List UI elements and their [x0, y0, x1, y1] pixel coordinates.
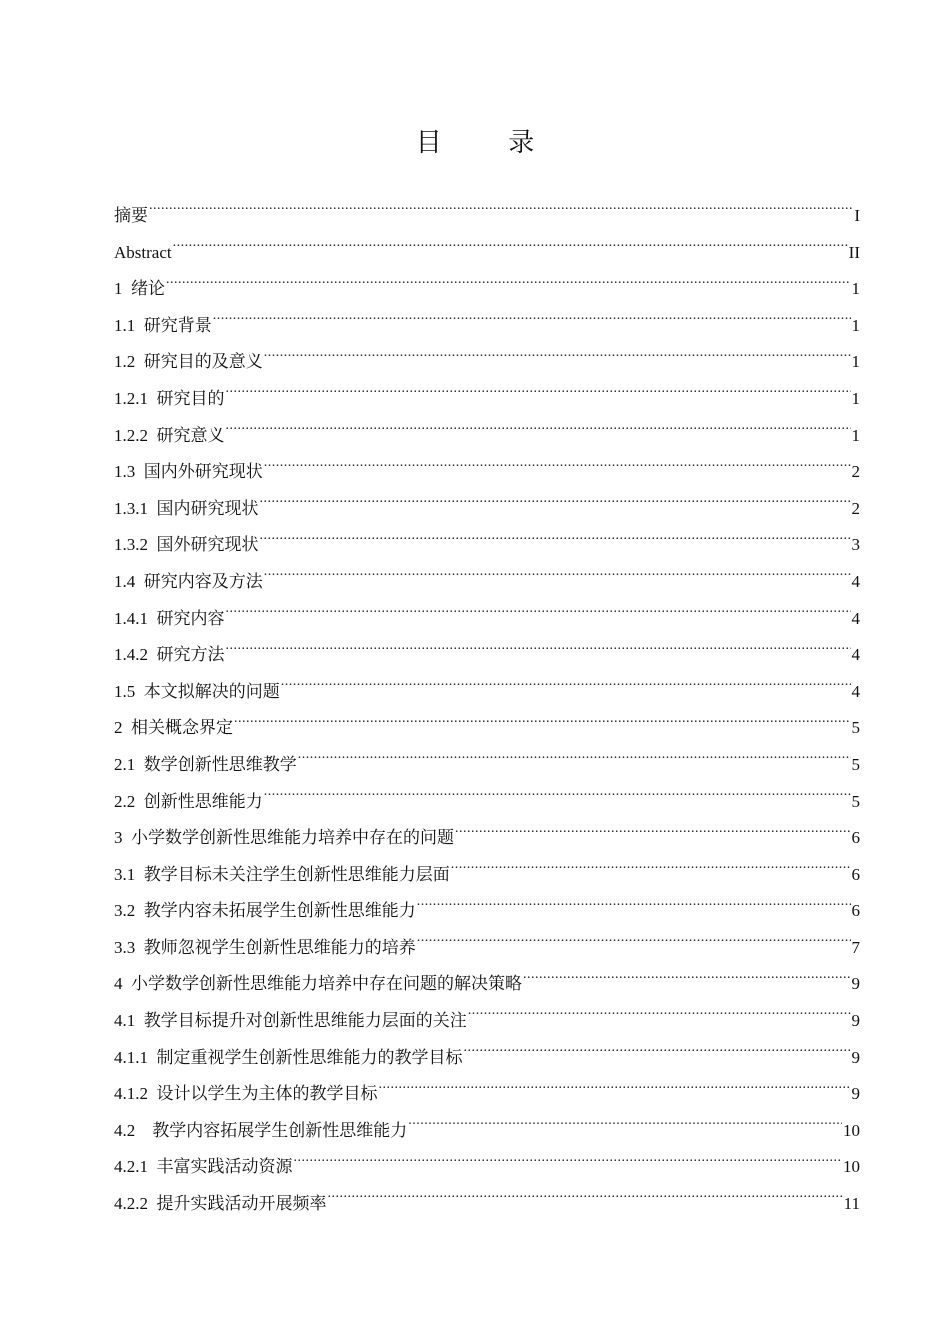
toc-entry[interactable] [114, 857, 860, 894]
toc-entry-page-number: 1 [851, 279, 860, 299]
toc-leader-dots [213, 314, 851, 331]
toc-leader-dots [166, 277, 851, 294]
toc-entry[interactable] [114, 966, 860, 1003]
toc-entry-label: 2 相关概念界定 [114, 718, 233, 738]
toc-leader-dots [379, 1082, 851, 1099]
toc-leader-dots [234, 716, 851, 733]
toc-entry-label: 摘要 [114, 206, 148, 225]
toc-entry-page-number: 9 [851, 1084, 860, 1104]
toc-entry-page-number: 10 [843, 1157, 860, 1177]
toc-leader-dots [523, 972, 851, 989]
toc-leader-dots [264, 570, 851, 587]
toc-entry-label: 3.3 教师忽视学生创新性思维能力的培养 [114, 937, 416, 957]
toc-entry[interactable] [114, 601, 860, 638]
toc-entry-label: 4.2.1 丰富实践活动资源 [114, 1157, 293, 1177]
toc-entry-page-number: I [854, 206, 860, 225]
toc-leader-dots [417, 899, 851, 916]
toc-entry-page-number: 4 [851, 645, 860, 665]
toc-entry[interactable] [114, 235, 860, 272]
toc-entry-label: 4.1.2 设计以学生为主体的教学目标 [114, 1084, 378, 1104]
toc-entry[interactable] [114, 1149, 860, 1186]
toc-entry[interactable] [114, 1003, 860, 1040]
toc-leader-dots [408, 1119, 842, 1136]
toc-entry-label: 4.1.1 制定重视学生创新性思维能力的教学目标 [114, 1047, 463, 1067]
toc-entry-label: 4.2.2 提升实践活动开展频率 [114, 1194, 327, 1214]
toc-entry-label: 3.1 教学目标未关注学生创新性思维能力层面 [114, 864, 450, 884]
toc-leader-dots [328, 1192, 843, 1209]
toc-entry-label: 1.5 本文拟解决的问题 [114, 681, 280, 701]
toc-entry-page-number: 6 [851, 828, 860, 848]
toc-entry-label: 2.1 数学创新性思维教学 [114, 754, 297, 774]
toc-leader-dots [455, 826, 851, 843]
toc-entry[interactable] [114, 527, 860, 564]
toc-entry[interactable] [114, 820, 860, 857]
toc-entry-page-number: 1 [851, 425, 860, 445]
toc-entry[interactable] [114, 1186, 860, 1223]
toc-entry-page-number: 1 [851, 352, 860, 372]
toc-leader-dots [464, 1046, 851, 1063]
toc-entry-page-number: 1 [851, 388, 860, 408]
toc-entry-label: 1.4 研究内容及方法 [114, 571, 263, 591]
toc-entry-page-number: 9 [851, 1047, 860, 1067]
toc-entry-label: 1 绪论 [114, 279, 165, 299]
toc-leader-dots [468, 1009, 851, 1026]
toc-entry-page-number: II [848, 242, 860, 262]
toc-entry-page-number: 2 [851, 498, 860, 518]
toc-title: 目 录 [415, 128, 565, 157]
toc-entry[interactable] [114, 564, 860, 601]
toc-entry[interactable] [114, 784, 860, 821]
toc-entry-page-number: 1 [851, 315, 860, 335]
toc-entry-label: 1.2.2 研究意义 [114, 425, 225, 445]
toc-leader-dots [226, 643, 851, 660]
toc-entry[interactable] [114, 674, 860, 711]
toc-entry[interactable] [114, 271, 860, 308]
toc-entry-page-number: 6 [851, 901, 860, 921]
toc-leader-dots [226, 387, 851, 404]
toc-entry-label: 4.2 教学内容拓展学生创新性思维能力 [114, 1120, 408, 1140]
toc-list [114, 198, 860, 1223]
toc-entry[interactable] [114, 710, 860, 747]
toc-entry-label: 3 小学数学创新性思维能力培养中存在的问题 [114, 828, 454, 848]
toc-entry-label: Abstract [114, 242, 172, 262]
toc-entry-page-number: 5 [851, 754, 860, 774]
toc-entry-page-number: 4 [851, 681, 860, 701]
toc-entry-label: 1.2 研究目的及意义 [114, 352, 263, 372]
toc-entry[interactable] [114, 1040, 860, 1077]
toc-entry-label: 4 小学数学创新性思维能力培养中存在问题的解决策略 [114, 974, 522, 994]
toc-leader-dots [260, 533, 851, 550]
toc-entry-page-number: 10 [843, 1120, 860, 1140]
toc-entry-label: 1.4.1 研究内容 [114, 608, 225, 628]
toc-leader-dots [417, 936, 851, 953]
toc-entry-label: 1.4.2 研究方法 [114, 645, 225, 665]
toc-leader-dots [226, 607, 851, 624]
toc-entry[interactable] [114, 930, 860, 967]
toc-entry[interactable] [114, 418, 860, 455]
toc-entry-label: 1.3.2 国外研究现状 [114, 535, 259, 555]
toc-entry-label: 2.2 创新性思维能力 [114, 791, 263, 811]
toc-entry[interactable] [114, 491, 860, 528]
toc-leader-dots [298, 753, 851, 770]
toc-entry[interactable] [114, 308, 860, 345]
toc-entry-page-number: 7 [851, 937, 860, 957]
toc-entry-page-number: 5 [851, 791, 860, 811]
toc-entry-page-number: 3 [851, 535, 860, 555]
toc-entry-page-number: 9 [851, 974, 860, 994]
toc-leader-dots [260, 497, 851, 514]
toc-leader-dots [226, 424, 851, 441]
toc-entry-page-number: 2 [851, 462, 860, 482]
toc-entry-label: 1.2.1 研究目的 [114, 388, 225, 408]
toc-entry[interactable] [114, 381, 860, 418]
toc-entry-label: 1.1 研究背景 [114, 315, 212, 335]
toc-entry-label: 3.2 教学内容未拓展学生创新性思维能力 [114, 901, 416, 921]
toc-entry[interactable] [114, 1076, 860, 1113]
toc-leader-dots [264, 790, 851, 807]
toc-entry-label: 1.3 国内外研究现状 [114, 462, 263, 482]
toc-entry-label: 4.1 教学目标提升对创新性思维能力层面的关注 [114, 1011, 467, 1031]
toc-entry-page-number: 4 [851, 608, 860, 628]
toc-entry-page-number: 4 [851, 571, 860, 591]
toc-leader-dots [149, 204, 853, 221]
toc-entry-page-number: 6 [851, 864, 860, 884]
toc-leader-dots [264, 350, 851, 367]
toc-entry[interactable] [114, 637, 860, 674]
toc-entry-page-number: 9 [851, 1011, 860, 1031]
toc-entry[interactable] [114, 893, 860, 930]
toc-entry[interactable] [114, 747, 860, 784]
toc-leader-dots [173, 241, 848, 258]
toc-entry[interactable] [114, 1113, 860, 1150]
toc-leader-dots [281, 680, 851, 697]
toc-entry-label: 1.3.1 国内研究现状 [114, 498, 259, 518]
toc-entry-page-number: 11 [843, 1194, 860, 1214]
toc-entry[interactable] [114, 344, 860, 381]
toc-entry[interactable] [114, 454, 860, 491]
toc-leader-dots [451, 863, 851, 880]
toc-leader-dots [294, 1155, 843, 1172]
toc-entry-page-number: 5 [851, 718, 860, 738]
toc-leader-dots [264, 460, 851, 477]
toc-entry[interactable] [114, 198, 860, 235]
